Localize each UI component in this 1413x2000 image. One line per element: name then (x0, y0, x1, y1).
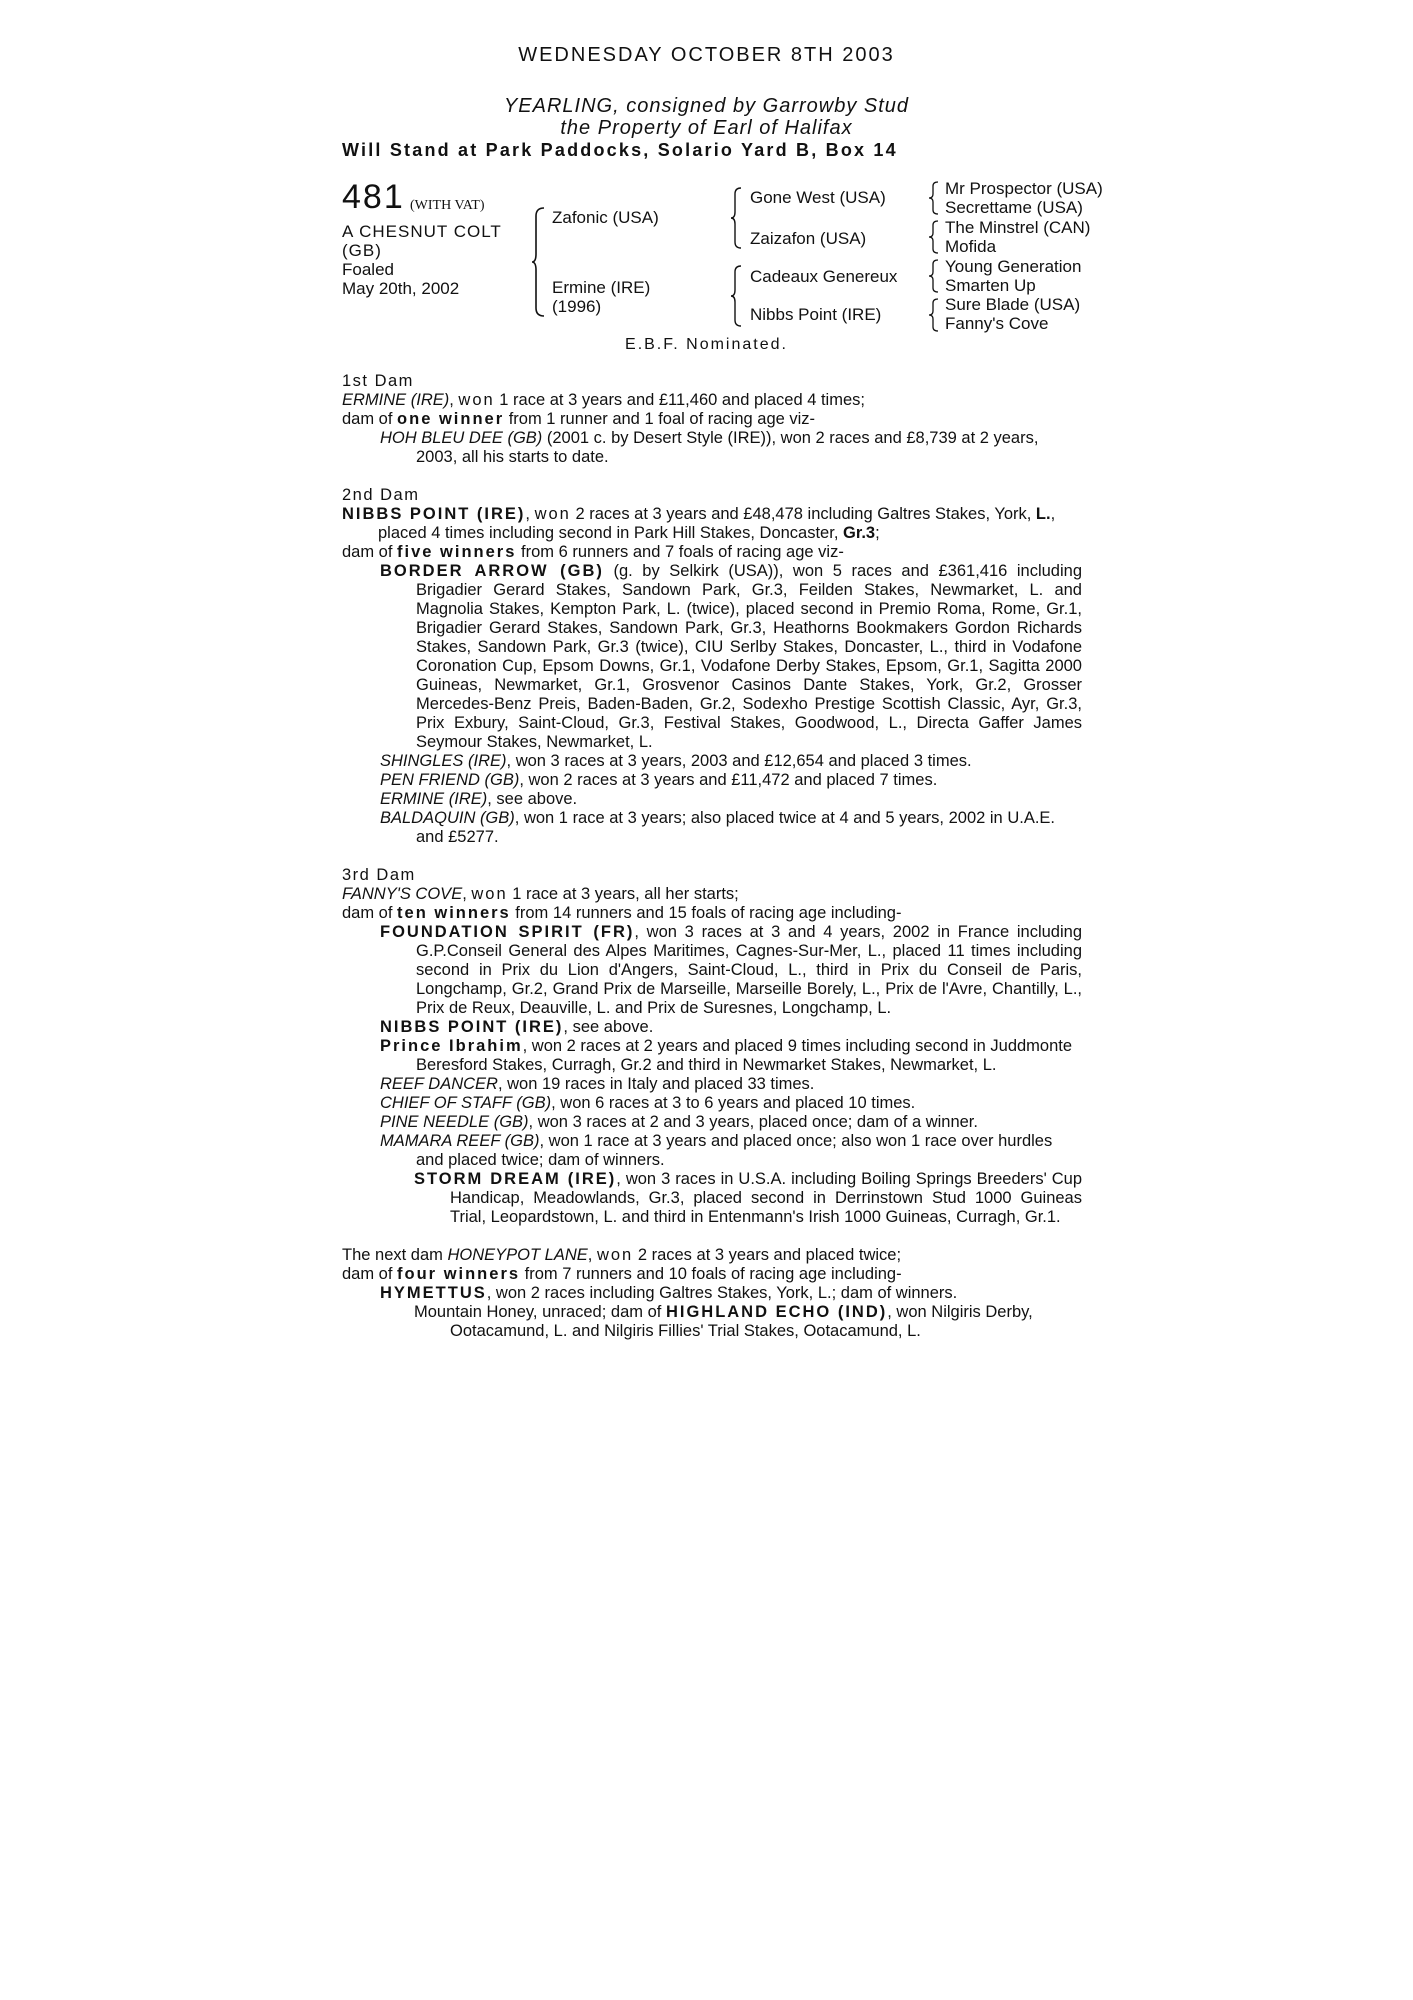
produce-entry: BALDAQUIN (GB), won 1 race at 3 years; also placed twice at 4 and 5 years, 2002 in U.A.E. and £5277. (380, 809, 1055, 846)
lot-number: 481 (342, 178, 405, 216)
dam-year: (1996) (552, 297, 602, 316)
produce-entry: FOUNDATION SPIRIT (FR), won 3 races at 3 and 4 years, 2002 in France including G.P.Conseil General des Alpes Maritimes, Cagnes-Sur-Mer, L., placed 11 times including second in Prix du Lion d'Angers, Saint-Cloud, L., third in Prix du Conseil de Paris, Longchamp, Gr.2, Grand Prix de Marseille, Marseille Borely, L., Prix de l'Avre, Chantilly, L., Prix de Reux, Deauville, L. and Prix de Suresnes, Longchamp, L. (380, 923, 1083, 1017)
produce-entry: REEF DANCER, won 19 races in Italy and placed 33 times. (380, 1075, 815, 1093)
sire-parents-brace (730, 186, 744, 250)
first-dam-record: ERMINE (IRE), won 1 race at 3 years and £11,460 and placed 4 times; (342, 391, 865, 409)
dam: Ermine (IRE) (552, 278, 651, 297)
ancestor-7: Sure Blade (USA) (945, 295, 1081, 314)
ancestor-2: Secrettame (USA) (945, 198, 1083, 217)
second-dam-record: NIBBS POINT (IRE), won 2 races at 3 years and £48,478 including Galtres Stakes, York, L., placed 4 times including second in Park Hill Stakes, Doncaster, Gr.3; (342, 505, 1056, 542)
ancestor-8: Fanny's Cove (945, 314, 1049, 333)
sale-date: WEDNESDAY OCTOBER 8TH 2003 (518, 44, 895, 66)
ebf-nominated: E.B.F. Nominated. (625, 336, 788, 353)
dam-parents-brace (730, 264, 744, 328)
produce-entry: HYMETTUS, won 2 races including Galtres Stakes, York, L.; dam of winners. (380, 1284, 958, 1302)
property-owner: the Property of Earl of Halifax (560, 117, 853, 139)
yearling-consignor: YEARLING, consigned by Garrowby Stud (503, 95, 910, 117)
produce-entry: PINE NEEDLE (GB), won 3 races at 2 and 3 years, placed once; dam of a winner. (380, 1113, 978, 1131)
produce-entry: ERMINE (IRE), see above. (380, 790, 578, 808)
next-dam-produce: dam of four winners from 7 runners and 10 foals of racing age including- (342, 1265, 902, 1283)
produce-entry: MAMARA REEF (GB), won 1 race at 3 years and placed once; also won 1 race over hurdles and placed twice; dam of winners. (380, 1132, 1053, 1169)
third-dam-produce: dam of ten winners from 14 runners and 15 foals of racing age including- (342, 904, 902, 922)
produce-entry: HOH BLEU DEE (GB) (2001 c. by Desert Style (IRE)), won 2 races and £8,739 at 2 years, 2003, all his starts to date. (380, 429, 1039, 466)
second-dam-produce: dam of five winners from 6 runners and 7 foals of racing age viz- (342, 543, 844, 561)
produce-entry: NIBBS POINT (IRE), see above. (380, 1018, 654, 1036)
produce-entry: BORDER ARROW (GB) (g. by Selkirk (USA)), won 5 races and £361,416 including Brigadier Gerard Stakes, Sandown Park, Gr.3, Feilden Stakes, Newmarket, L. and Magnolia Stakes, Kempton Park, L. (twice), placed second in Premio Roma, Rome, Gr.1, Brigadier Gerard Stakes, Sandown Park, Gr.3, Heathorns Bookmakers Gordon Richards Stakes, Sandown Park, Gr.3 (twice), CIU Serlby Stakes, Doncaster, L., third in Vodafone Coronation Cup, Epsom Downs, Gr.1, Vodafone Derby Stakes, Epsom, Gr.1, Sagitta 2000 Guineas, Newmarket, Gr.1, Grosvenor Casinos Dante Stakes, York, Gr.2, Grosser Mercedes-Benz Preis, Baden-Baden, Gr.2, Sodexho Prestige Scottish Classic, Ayr, Gr.3, Prix Exbury, Saint-Cloud, Gr.3, Festival Stakes, Goodwood, L., Directa Gaffer James Seymour Stakes, Newmarket, L. (380, 562, 1082, 751)
third-dam-record: FANNY'S COVE, won 1 race at 3 years, all her starts; (342, 885, 739, 903)
brace-g3-1 (928, 180, 940, 216)
vat-note: (WITH VAT) (410, 198, 485, 213)
grandproduce-entry: STORM DREAM (IRE), won 3 races in U.S.A. including Boiling Springs Breeders' Cup Handicap, Meadowlands, Gr.3, placed second in Derrinstown Stud 1000 Guineas Trial, Leopardstown, L. and third in Entenmann's Irish 1000 Guineas, Curragh, Gr.1. (414, 1170, 1082, 1226)
brace-g3-2 (928, 219, 940, 255)
next-dam-record: The next dam HONEYPOT LANE, won 2 races at 3 years and placed twice; (342, 1246, 902, 1264)
foaled-label: Foaled (342, 260, 394, 279)
grandsire-dam-side: Cadeaux Genereux (750, 267, 898, 286)
horse-description: A CHESNUT COLT (342, 222, 502, 241)
first-dam-heading: 1st Dam (342, 372, 414, 390)
ancestor-4: Mofida (945, 237, 997, 256)
produce-record (342, 372, 1082, 1341)
ancestor-5: Young Generation (945, 257, 1082, 276)
produce-entry: Prince Ibrahim, won 2 races at 2 years and placed 9 times including second in Juddmonte Beresford Stakes, Curragh, Gr.2 and third in Newmarket Stakes, Newmarket, L. (380, 1037, 1073, 1074)
grandsire: Gone West (USA) (750, 188, 886, 207)
first-dam-produce: dam of one winner from 1 runner and 1 foal of racing age viz- (342, 410, 816, 428)
brace-g3-3 (928, 258, 940, 294)
sire-dam-brace (530, 206, 550, 318)
second-dam-heading: 2nd Dam (342, 486, 420, 504)
third-dam-heading: 3rd Dam (342, 866, 416, 884)
stand-location: Will Stand at Park Paddocks, Solario Yard B, Box 14 (342, 140, 898, 160)
brace-g3-4 (928, 297, 940, 333)
produce-entry: CHIEF OF STAFF (GB), won 6 races at 3 to 6 years and placed 10 times. (380, 1094, 916, 1112)
granddam: Nibbs Point (IRE) (750, 305, 882, 324)
sire: Zafonic (USA) (552, 208, 659, 227)
horse-origin: (GB) (342, 241, 382, 260)
granddam-sire-side: Zaizafon (USA) (750, 229, 867, 248)
produce-entry: SHINGLES (IRE), won 3 races at 3 years, 2003 and £12,654 and placed 3 times. (380, 752, 972, 770)
grandproduce-entry: Mountain Honey, unraced; dam of HIGHLAND ECHO (IND), won Nilgiris Derby, Ootacamund, L. and Nilgiris Fillies' Trial Stakes, Ootacamund, L. (414, 1303, 1033, 1340)
ancestor-3: The Minstrel (CAN) (945, 218, 1091, 237)
produce-entry: PEN FRIEND (GB), won 2 races at 3 years and £11,472 and placed 7 times. (380, 771, 938, 789)
foaled-date: May 20th, 2002 (342, 279, 460, 298)
ancestor-1: Mr Prospector (USA) (945, 179, 1103, 198)
ancestor-6: Smarten Up (945, 276, 1036, 295)
